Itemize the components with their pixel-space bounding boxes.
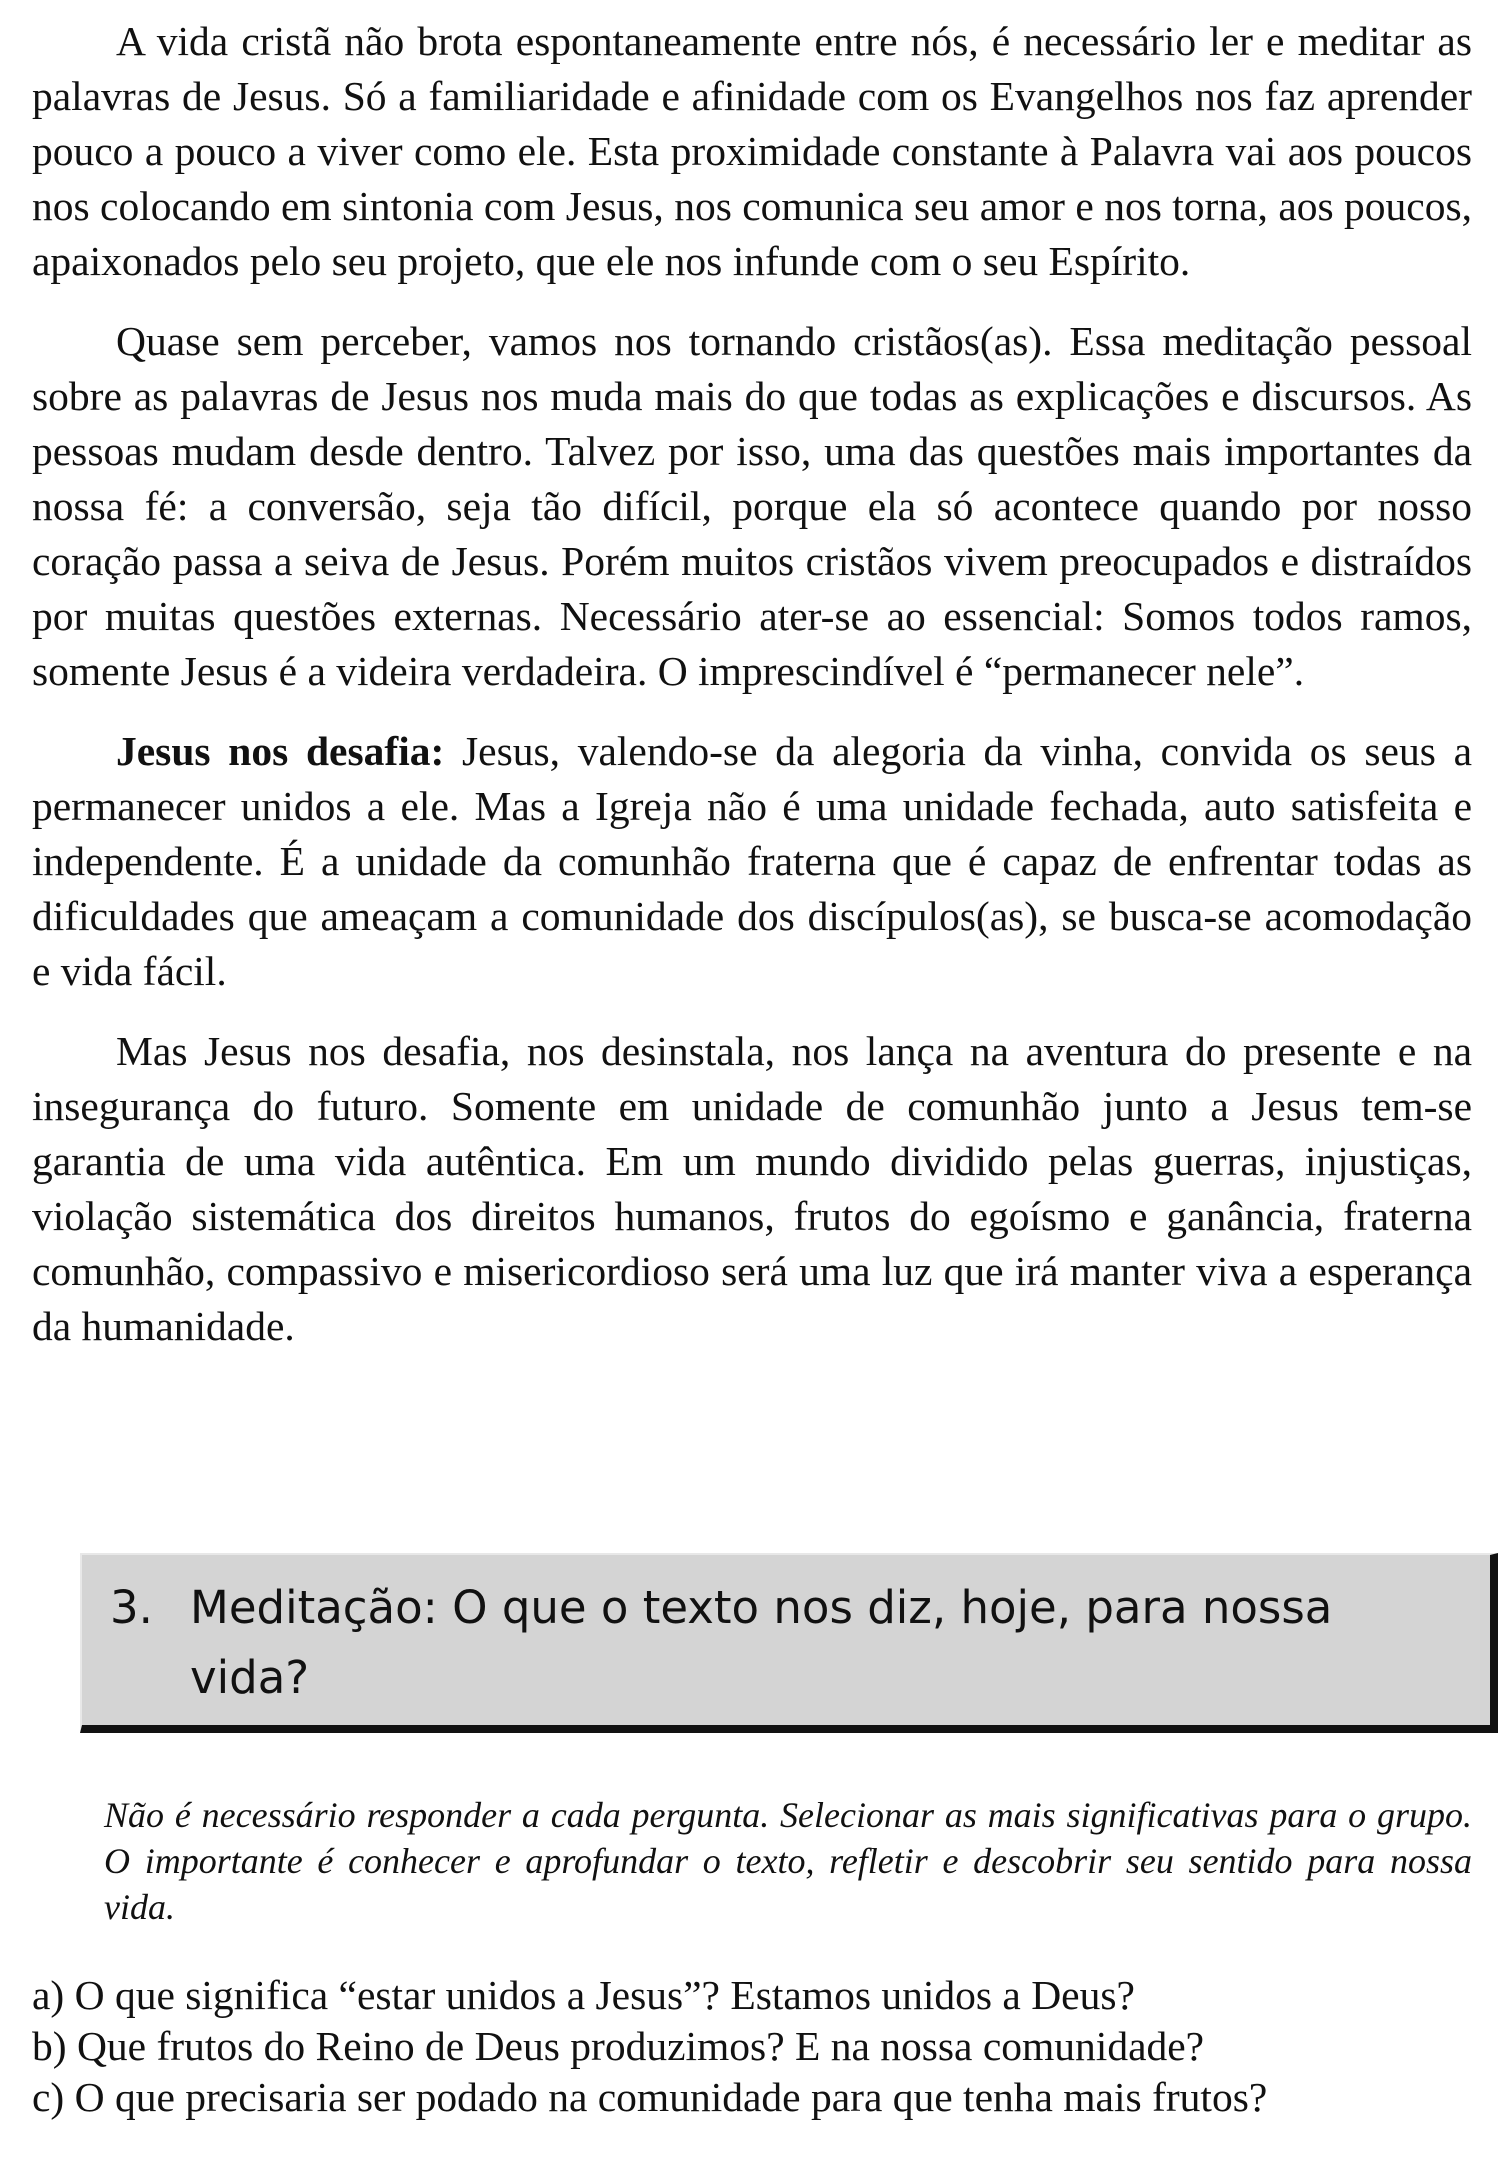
instructions-note: Não é necessário responder a cada pergunta. Selecionar as mais significativas para o grupo. O importante é conhecer e aprofundar o texto, refletir e descobrir seu sentido para nossa vida. <box>104 1795 1472 1927</box>
body-paragraph-1: A vida cristã não brota espontaneamente entre nós, é necessário ler e meditar as palavras de Jesus. Só a familiaridade e afinidade com os Evangelhos nos faz aprender pouco a pouco a viver como ele. Esta proximidade constante à Palavra vai aos poucos nos colocando em sintonia com Jesus, nos comunica seu amor e nos torna, aos poucos, apaixonados pelo seu projeto, que ele nos infunde com o seu Espírito. <box>32 18 1472 284</box>
body-paragraph-2: Quase sem perceber, vamos nos tornando cristãos(as). Essa meditação pessoal sobre as palavras de Jesus nos muda mais do que todas as explicações e discursos. As pessoas mudam desde dentro. Talvez por isso, uma das questões mais importantes da nossa fé: a conversão, seja tão difícil, porque ela só acontece quando por nosso coração passa a seiva de Jesus. Porém muitos cristãos vivem preocupados e distraídos por muitas questões externas. Necessário ater-se ao essencial: Somos todos ramos, somente Jesus é a videira verdadeira. O imprescindível é “permanecer nele”. <box>32 318 1472 694</box>
challenge-text: Jesus, valendo-se da alegoria da vinha, convida os seus a permanecer unidos a ele. Mas a Igreja não é uma unidade fechada, auto satisfeita e independente. É a unidade da comunhão fraterna que é capaz de enfrentar todas as dificuldades que ameaçam a comunidade dos discípulos(as), se busca-se acomodação e vida fácil. <box>32 728 1472 994</box>
question-item: a) O que significa “estar unidos a Jesus”? Estamos unidos a Deus? <box>32 1972 1135 2018</box>
challenge-label: Jesus nos desafia: <box>116 728 445 774</box>
document-body <box>32 14 1472 1379</box>
section-number: 3. <box>110 1581 153 1634</box>
section-heading <box>110 1573 1440 1713</box>
section-title: Meditação: O que o texto nos diz, hoje, para nossa vida? <box>190 1581 1333 1704</box>
question-list <box>32 1970 1482 2123</box>
question-item: b) Que frutos do Reino de Deus produzimos? E na nossa comunidade? <box>32 2023 1205 2069</box>
body-paragraph-final: Mas Jesus nos desafia, nos desinstala, nos lança na aventura do presente e na insegurança do futuro. Somente em unidade de comunhão junto a Jesus tem-se garantia de uma vida autêntica. Em um mundo dividido pelas guerras, injustiças, violação sistemática dos direitos humanos, frutos do egoísmo e ganância, fraterna comunhão, compassivo e misericordioso será uma luz que irá manter viva a esperança da humanidade. <box>32 1028 1472 1349</box>
question-item: c) O que precisaria ser podado na comunidade para que tenha mais frutos? <box>32 2074 1268 2120</box>
section-heading-box <box>80 1553 1498 1733</box>
body-paragraph-challenge <box>32 724 1472 999</box>
